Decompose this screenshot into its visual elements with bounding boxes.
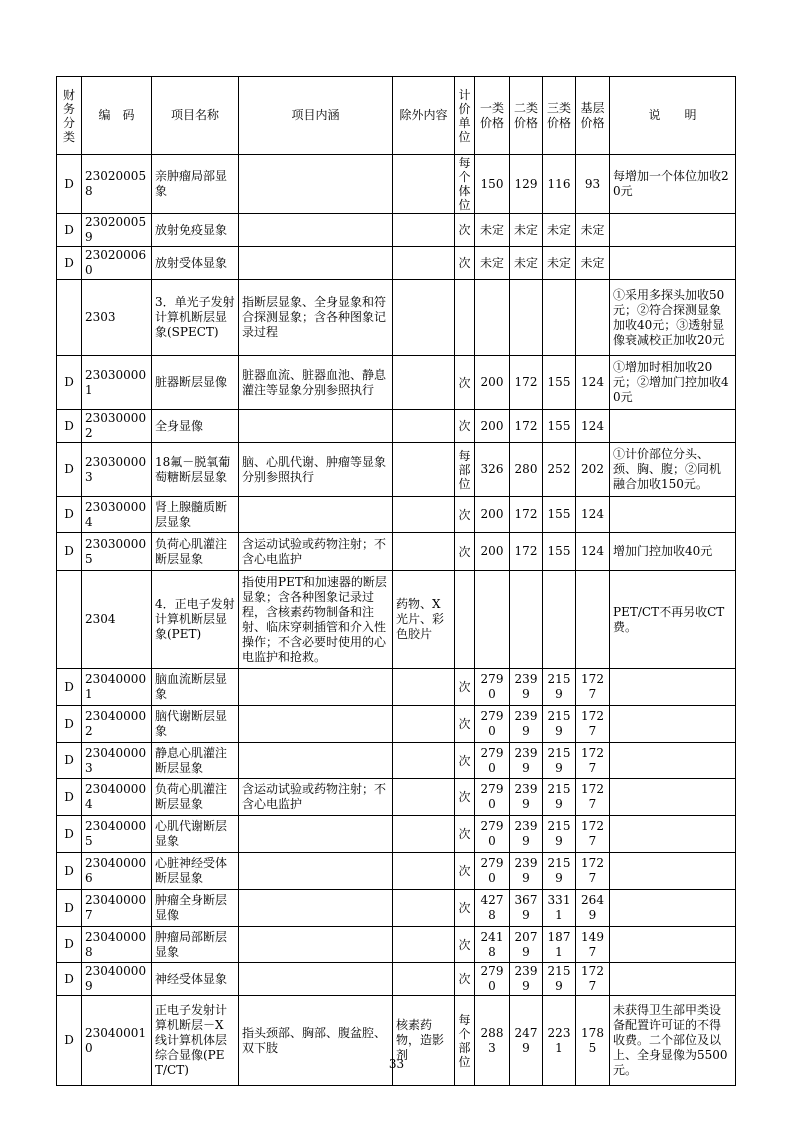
- price1-cell: 2790: [475, 779, 510, 816]
- page-number: 33: [388, 1057, 405, 1071]
- code-cell: 230300002: [82, 410, 152, 443]
- notes-cell: [610, 890, 736, 927]
- price2-cell: 2399: [510, 779, 543, 816]
- code-cell: 230300004: [82, 497, 152, 533]
- exclusions-cell: [393, 443, 455, 497]
- category-cell: D: [57, 155, 82, 214]
- notes-cell: [610, 497, 736, 533]
- notes-cell: [610, 963, 736, 996]
- price-base-cell: 1727: [576, 669, 610, 706]
- exclusions-cell: [393, 247, 455, 280]
- price2-cell: 2399: [510, 853, 543, 890]
- item-name-cell: 神经受体显象: [152, 963, 239, 996]
- category-cell: D: [57, 443, 82, 497]
- notes-cell: [610, 214, 736, 247]
- table-row: [57, 247, 736, 280]
- content-cell: [239, 247, 393, 280]
- code-cell: 230300003: [82, 443, 152, 497]
- exclusions-cell: [393, 155, 455, 214]
- notes-cell: [610, 247, 736, 280]
- code-cell: 230200060: [82, 247, 152, 280]
- category-cell: D: [57, 497, 82, 533]
- table-row: [57, 571, 736, 669]
- table-row: [57, 853, 736, 890]
- header-price-base: 基层价格: [576, 77, 610, 155]
- price2-cell: 280: [510, 443, 543, 497]
- price-base-cell: 124: [576, 410, 610, 443]
- price-base-cell: 124: [576, 356, 610, 410]
- category-cell: D: [57, 890, 82, 927]
- notes-cell: [610, 410, 736, 443]
- category-cell: D: [57, 996, 82, 1086]
- header-price3: 三类价格: [543, 77, 576, 155]
- notes-cell: ①计价部位分头、颈、胸、腹；②同机融合加收150元。: [610, 443, 736, 497]
- item-name-cell: 4．正电子发射计算机断层显象(PET): [152, 571, 239, 669]
- price2-cell: [510, 280, 543, 356]
- content-cell: [239, 853, 393, 890]
- exclusions-cell: [393, 497, 455, 533]
- unit-cell: 次: [455, 214, 475, 247]
- code-cell: 230400001: [82, 669, 152, 706]
- price3-cell: 3311: [543, 890, 576, 927]
- table-row: [57, 155, 736, 214]
- exclusions-cell: [393, 280, 455, 356]
- content-cell: 含运动试验或药物注射；不含心电监护: [239, 533, 393, 571]
- code-cell: 230400008: [82, 927, 152, 963]
- notes-cell: [610, 669, 736, 706]
- price1-cell: 200: [475, 533, 510, 571]
- price-base-cell: 1785: [576, 996, 610, 1086]
- content-cell: 含运动试验或药物注射；不含心电监护: [239, 779, 393, 816]
- code-cell: 230300001: [82, 356, 152, 410]
- item-name-cell: 肾上腺髓质断层显象: [152, 497, 239, 533]
- price1-cell: 4278: [475, 890, 510, 927]
- price-base-cell: 124: [576, 533, 610, 571]
- content-cell: [239, 706, 393, 743]
- item-name-cell: 负荷心肌灌注断层显象: [152, 779, 239, 816]
- category-cell: D: [57, 533, 82, 571]
- category-cell: D: [57, 410, 82, 443]
- price3-cell: 252: [543, 443, 576, 497]
- item-name-cell: 肿瘤局部断层显象: [152, 927, 239, 963]
- unit-cell: 次: [455, 890, 475, 927]
- price2-cell: 172: [510, 410, 543, 443]
- notes-cell: [610, 816, 736, 853]
- table-row: [57, 669, 736, 706]
- notes-cell: [610, 927, 736, 963]
- notes-cell: ①增加时相加收20元；②增加门控加收40元: [610, 356, 736, 410]
- price-base-cell: 1497: [576, 927, 610, 963]
- price-base-cell: 1727: [576, 779, 610, 816]
- price2-cell: 2399: [510, 706, 543, 743]
- notes-cell: [610, 743, 736, 779]
- header-price2: 二类价格: [510, 77, 543, 155]
- price1-cell: 2790: [475, 853, 510, 890]
- price1-cell: 2790: [475, 816, 510, 853]
- price-base-cell: 2649: [576, 890, 610, 927]
- price1-cell: 未定: [475, 247, 510, 280]
- price3-cell: 155: [543, 410, 576, 443]
- exclusions-cell: [393, 743, 455, 779]
- table-row: [57, 816, 736, 853]
- item-name-cell: 心肌代谢断层显象: [152, 816, 239, 853]
- unit-cell: 次: [455, 356, 475, 410]
- table-row: [57, 743, 736, 779]
- header-code: 编 码: [82, 77, 152, 155]
- header-row: [57, 77, 736, 155]
- header-name: 项目名称: [152, 77, 239, 155]
- content-cell: [239, 214, 393, 247]
- price3-cell: 未定: [543, 214, 576, 247]
- category-cell: [57, 571, 82, 669]
- unit-cell: 每个体位: [455, 155, 475, 214]
- notes-cell: 每增加一个体位加收20元: [610, 155, 736, 214]
- unit-cell: 次: [455, 779, 475, 816]
- unit-cell: 次: [455, 497, 475, 533]
- price1-cell: 2883: [475, 996, 510, 1086]
- price2-cell: 2479: [510, 996, 543, 1086]
- price3-cell: 2159: [543, 706, 576, 743]
- price1-cell: 2790: [475, 743, 510, 779]
- unit-cell: 次: [455, 853, 475, 890]
- table-row: [57, 996, 736, 1086]
- price1-cell: 150: [475, 155, 510, 214]
- price-base-cell: 93: [576, 155, 610, 214]
- content-cell: 脏器血流、脏器血池、静息灌注等显象分别参照执行: [239, 356, 393, 410]
- exclusions-cell: [393, 533, 455, 571]
- notes-cell: [610, 706, 736, 743]
- exclusions-cell: 药物、X光片、彩色胶片: [393, 571, 455, 669]
- table-body: [57, 155, 736, 1086]
- unit-cell: 次: [455, 706, 475, 743]
- price-base-cell: 124: [576, 497, 610, 533]
- category-cell: D: [57, 743, 82, 779]
- exclusions-cell: [393, 927, 455, 963]
- price2-cell: 未定: [510, 247, 543, 280]
- code-cell: 230400003: [82, 743, 152, 779]
- item-name-cell: 放射免疫显象: [152, 214, 239, 247]
- item-name-cell: 3．单光子发射计算机断层显象(SPECT): [152, 280, 239, 356]
- item-name-cell: 心脏神经受体断层显象: [152, 853, 239, 890]
- price1-cell: 2418: [475, 927, 510, 963]
- code-cell: 230200058: [82, 155, 152, 214]
- price2-cell: 2399: [510, 816, 543, 853]
- notes-cell: 增加门控加收40元: [610, 533, 736, 571]
- price2-cell: 2079: [510, 927, 543, 963]
- category-cell: D: [57, 706, 82, 743]
- item-name-cell: 静息心肌灌注断层显象: [152, 743, 239, 779]
- header-price1: 一类价格: [475, 77, 510, 155]
- price-base-cell: 1727: [576, 816, 610, 853]
- notes-cell: 未获得卫生部甲类设备配置许可证的不得收费。二个部位及以上、全身显像为5500元。: [610, 996, 736, 1086]
- header-content: 项目内涵: [239, 77, 393, 155]
- price-base-cell: 1727: [576, 706, 610, 743]
- item-name-cell: 肿瘤全身断层显像: [152, 890, 239, 927]
- code-cell: 230400009: [82, 963, 152, 996]
- price-base-cell: 未定: [576, 214, 610, 247]
- unit-cell: 次: [455, 669, 475, 706]
- table-row: [57, 779, 736, 816]
- price3-cell: 2159: [543, 853, 576, 890]
- unit-cell: 每个部位: [455, 996, 475, 1086]
- price1-cell: 200: [475, 497, 510, 533]
- exclusions-cell: [393, 816, 455, 853]
- table-row: [57, 356, 736, 410]
- code-cell: 230400007: [82, 890, 152, 927]
- unit-cell: 次: [455, 410, 475, 443]
- content-cell: 指使用PET和加速器的断层显象；含各种图象记录过程，含核素药物制备和注射、临床穿刺插管和介入性操作；不含必要时使用的心电监护和抢救。: [239, 571, 393, 669]
- unit-cell: [455, 280, 475, 356]
- exclusions-cell: [393, 890, 455, 927]
- price3-cell: [543, 571, 576, 669]
- price2-cell: 129: [510, 155, 543, 214]
- unit-cell: 次: [455, 533, 475, 571]
- table-row: [57, 533, 736, 571]
- category-cell: D: [57, 853, 82, 890]
- category-cell: D: [57, 214, 82, 247]
- content-cell: 指头颈部、胸部、腹盆腔、双下肢: [239, 996, 393, 1086]
- price1-cell: 2790: [475, 669, 510, 706]
- price3-cell: [543, 280, 576, 356]
- price2-cell: [510, 571, 543, 669]
- content-cell: 脑、心肌代谢、肿瘤等显象分别参照执行: [239, 443, 393, 497]
- category-cell: D: [57, 963, 82, 996]
- header-notes: 说 明: [610, 77, 736, 155]
- price2-cell: 172: [510, 533, 543, 571]
- notes-cell: [610, 779, 736, 816]
- content-cell: [239, 497, 393, 533]
- price3-cell: 1871: [543, 927, 576, 963]
- table-row: [57, 443, 736, 497]
- exclusions-cell: [393, 779, 455, 816]
- unit-cell: [455, 571, 475, 669]
- content-cell: 指断层显象、全身显象和符合探测显象；含各种图象记录过程: [239, 280, 393, 356]
- code-cell: 230400002: [82, 706, 152, 743]
- price3-cell: 155: [543, 497, 576, 533]
- category-cell: D: [57, 779, 82, 816]
- notes-cell: [610, 853, 736, 890]
- code-cell: 2303: [82, 280, 152, 356]
- table-row: [57, 410, 736, 443]
- price2-cell: 172: [510, 497, 543, 533]
- price3-cell: 155: [543, 356, 576, 410]
- unit-cell: 每部位: [455, 443, 475, 497]
- price1-cell: [475, 571, 510, 669]
- price3-cell: 2159: [543, 779, 576, 816]
- item-name-cell: 18氟－脱氧葡萄糖断层显象: [152, 443, 239, 497]
- price2-cell: 2399: [510, 963, 543, 996]
- item-name-cell: 全身显像: [152, 410, 239, 443]
- price-base-cell: 1727: [576, 963, 610, 996]
- exclusions-cell: [393, 214, 455, 247]
- price-base-cell: [576, 280, 610, 356]
- price1-cell: 200: [475, 410, 510, 443]
- table-row: [57, 927, 736, 963]
- item-name-cell: 脑代谢断层显象: [152, 706, 239, 743]
- content-cell: [239, 890, 393, 927]
- category-cell: D: [57, 816, 82, 853]
- code-cell: 230400010: [82, 996, 152, 1086]
- code-cell: 230300005: [82, 533, 152, 571]
- notes-cell: PET/CT不再另收CT费。: [610, 571, 736, 669]
- table-row: [57, 214, 736, 247]
- content-cell: [239, 669, 393, 706]
- exclusions-cell: [393, 669, 455, 706]
- category-cell: [57, 280, 82, 356]
- unit-cell: 次: [455, 816, 475, 853]
- price3-cell: 2159: [543, 816, 576, 853]
- price3-cell: 未定: [543, 247, 576, 280]
- item-name-cell: 亲肿瘤局部显象: [152, 155, 239, 214]
- price3-cell: 2159: [543, 963, 576, 996]
- price1-cell: 200: [475, 356, 510, 410]
- header-exclusions: 除外内容: [393, 77, 455, 155]
- notes-cell: ①采用多探头加收50元；②符合探测显象加收40元；③透射显像衰减校正加收20元: [610, 280, 736, 356]
- exclusions-cell: [393, 356, 455, 410]
- category-cell: D: [57, 356, 82, 410]
- price-base-cell: 202: [576, 443, 610, 497]
- price1-cell: [475, 280, 510, 356]
- price3-cell: 2159: [543, 669, 576, 706]
- code-cell: 230200059: [82, 214, 152, 247]
- table-row: [57, 497, 736, 533]
- price3-cell: 155: [543, 533, 576, 571]
- exclusions-cell: [393, 706, 455, 743]
- item-name-cell: 负荷心肌灌注断层显象: [152, 533, 239, 571]
- content-cell: [239, 155, 393, 214]
- unit-cell: 次: [455, 743, 475, 779]
- price-base-cell: [576, 571, 610, 669]
- item-name-cell: 放射受体显象: [152, 247, 239, 280]
- code-cell: 230400005: [82, 816, 152, 853]
- category-cell: D: [57, 247, 82, 280]
- code-cell: 230400004: [82, 779, 152, 816]
- content-cell: [239, 927, 393, 963]
- item-name-cell: 正电子发射计算机断层－X线计算机体层综合显像(PET/CT): [152, 996, 239, 1086]
- category-cell: D: [57, 669, 82, 706]
- price1-cell: 326: [475, 443, 510, 497]
- price2-cell: 172: [510, 356, 543, 410]
- price-base-cell: 1727: [576, 743, 610, 779]
- table-row: [57, 963, 736, 996]
- code-cell: 2304: [82, 571, 152, 669]
- price1-cell: 未定: [475, 214, 510, 247]
- price-base-cell: 未定: [576, 247, 610, 280]
- content-cell: [239, 816, 393, 853]
- price2-cell: 未定: [510, 214, 543, 247]
- price2-cell: 2399: [510, 669, 543, 706]
- unit-cell: 次: [455, 963, 475, 996]
- table-row: [57, 706, 736, 743]
- price3-cell: 2231: [543, 996, 576, 1086]
- item-name-cell: 脑血流断层显象: [152, 669, 239, 706]
- category-cell: D: [57, 927, 82, 963]
- content-cell: [239, 963, 393, 996]
- table-row: [57, 280, 736, 356]
- price1-cell: 2790: [475, 706, 510, 743]
- price-base-cell: 1727: [576, 853, 610, 890]
- price2-cell: 2399: [510, 743, 543, 779]
- fee-table: [56, 76, 736, 1086]
- table-row: [57, 890, 736, 927]
- price3-cell: 116: [543, 155, 576, 214]
- price2-cell: 3679: [510, 890, 543, 927]
- item-name-cell: 脏器断层显像: [152, 356, 239, 410]
- unit-cell: 次: [455, 927, 475, 963]
- exclusions-cell: [393, 410, 455, 443]
- exclusions-cell: [393, 853, 455, 890]
- unit-cell: 次: [455, 247, 475, 280]
- header-unit: 计价单位: [455, 77, 475, 155]
- content-cell: [239, 410, 393, 443]
- price3-cell: 2159: [543, 743, 576, 779]
- exclusions-cell: [393, 963, 455, 996]
- header-category: 财务分类: [57, 77, 82, 155]
- exclusions-cell: 核素药物，造影剂: [393, 996, 455, 1086]
- price1-cell: 2790: [475, 963, 510, 996]
- code-cell: 230400006: [82, 853, 152, 890]
- content-cell: [239, 743, 393, 779]
